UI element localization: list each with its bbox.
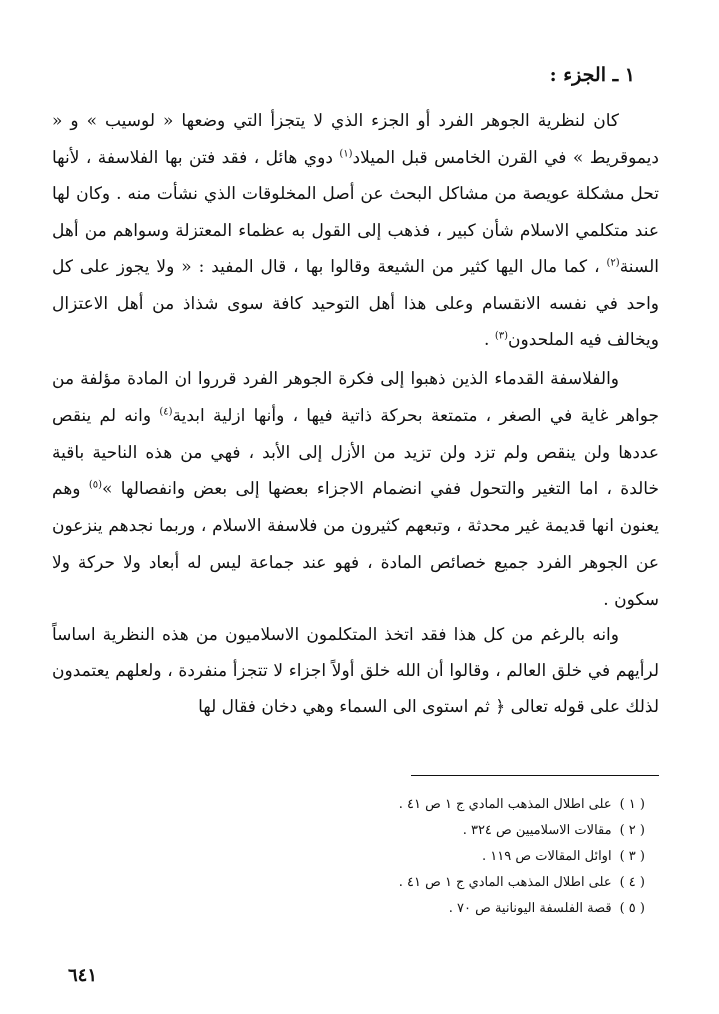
footnote-ref-3: (٣) (494, 330, 508, 342)
footnote-text: مقالات الاسلاميين ص ٣٢٤ . (462, 823, 612, 838)
paragraph-text: وهم يعنون انها قديمة غير محدثة ، وتبعهم كثيرون من فلاسفة الاسلام ، وربما نجدهم ينزعون عن الجوهر الفرد جميع خصائص المادة ، فهو عند جماعة ليس له أبعاد ولا حركة ولا سكون . (52, 479, 659, 610)
section-heading: ١ ـ الجزء : (549, 64, 635, 86)
paragraph-text: وانه لم ينقص عددها ولن ينقص ولم تزد ولن تزيد من الأزل إلى الأبد ، فهي من هذه الناحية باقية خالدة ، اما التغير والتحول ففي انضمام الاجزاء بعضها إلى بعض وانفصالها » (52, 405, 659, 500)
footnote-text: قصة الفلسفة اليونانية ص ٧٠ . (448, 901, 612, 916)
paragraph-2 (52, 361, 659, 619)
footnote-number: ( ١ ) (619, 797, 645, 812)
footnote-item (200, 792, 645, 818)
page-number: ٦٤١ (68, 965, 98, 986)
paragraph-text: دوي هائل ، فقد فتن بها الفلاسفة ، لأنها تحل مشكلة عويصة من مشاكل البحث عن أصل المخلوقات الذي نشأت منه . وكان لها عند متكلمي الاسلام شأن كبير ، فذهب إلى القول به عظماء المعتزلة وسواهم من أهل السنة (52, 147, 659, 277)
footnote-text: على اطلال المذهب المادي ج ١ ص ٤١ . (398, 875, 612, 890)
footnote-ref-1: (١) (339, 147, 353, 159)
footnote-item (200, 870, 645, 896)
footnote-text: على اطلال المذهب المادي ج ١ ص ٤١ . (398, 797, 612, 812)
footnote-divider (411, 775, 659, 776)
paragraph-text: كان لنظرية الجوهر الفرد أو الجزء الذي لا يتجزأ التي وضعها « لوسيب » و « ديموقريط » في القرن الخامس قبل الميلاد (52, 111, 659, 168)
footnote-number: ( ٥ ) (619, 901, 645, 916)
footnote-number: ( ٢ ) (619, 823, 645, 838)
paragraph-1 (52, 103, 659, 359)
footnote-item (200, 844, 645, 870)
footnote-ref-4: (٤) (159, 406, 173, 418)
footnotes-list (200, 792, 645, 922)
footnote-item (200, 818, 645, 844)
footnote-text: اوائل المقالات ص ١١٩ . (482, 849, 612, 864)
paragraph-3 (52, 617, 659, 725)
footnote-ref-2: (٢) (606, 257, 620, 269)
paragraph-text: ، كما مال اليها كثير من الشيعة وقالوا بها ، قال المفيد : « ولا يجوز على كل واحد في نفسه الانقسام وعلى هذا أهل التوحيد كافة سوى شذاذ من أهل الاعتزال ويخالف فيه الملحدون (52, 257, 659, 350)
paragraph-text: . (484, 330, 495, 350)
paragraph-text: والفلاسفة القدماء الذين ذهبوا إلى فكرة الجوهر الفرد قرروا ان المادة مؤلفة من جواهر غاية في الصغر ، متمتعة بحركة ذاتية فيها ، وأنها ازلية ابدية (52, 369, 659, 426)
paragraph-text: وانه بالرغم من كل هذا فقد اتخذ المتكلمون الاسلاميون من هذه النظرية اساساً لرأيهم في خلق العالم ، وقالوا أن الله خلق أولاً اجزاء لا تتجزأ منفردة ، ولعلهم يعتمدون لذلك على قوله تعالى ﴿ ثم استوى الى السماء وهي دخان فقال لها (52, 625, 659, 717)
footnote-number: ( ٤ ) (619, 875, 645, 890)
footnote-item (200, 896, 645, 922)
footnote-ref-5: (٥) (88, 479, 102, 491)
footnote-number: ( ٣ ) (619, 849, 645, 864)
